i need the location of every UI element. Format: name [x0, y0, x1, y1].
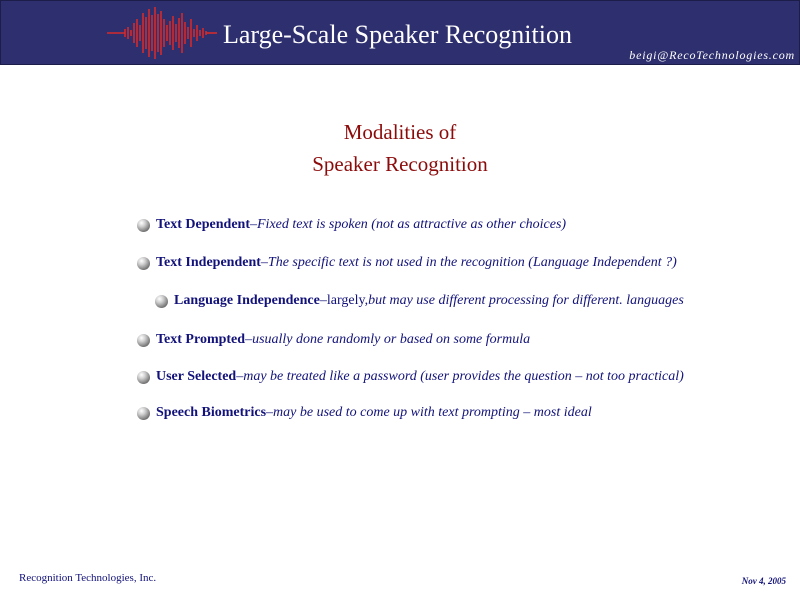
author-email: beigi@RecoTechnologies.com [629, 48, 795, 62]
bullet-separator: – [250, 217, 257, 232]
bullet-term: User Selected [156, 369, 237, 384]
footer-company: Recognition Technologies, Inc. [19, 572, 157, 584]
sub-bullet-item [155, 293, 684, 309]
bullet-item [137, 405, 592, 421]
bullet-separator: – [236, 369, 244, 384]
bullet-term: Text Prompted [156, 332, 246, 347]
bullet-sphere-icon [155, 295, 168, 308]
bullet-item [137, 332, 530, 348]
bullet-description: Fixed text is spoken (not as attractive as other choices) [257, 217, 567, 232]
slide-title-line2: Speaker Recognition [312, 152, 488, 176]
bullet-description: The specific text is not used in the recognition (Language Independent ?) [267, 255, 677, 270]
slide-header [0, 0, 800, 65]
bullet-separator: – [260, 255, 268, 270]
bullet-separator: – [245, 332, 253, 347]
bullet-separator: – [319, 293, 327, 308]
waveform-logo-icon [105, 1, 219, 64]
bullet-description: usually done randomly or based on some formula [252, 332, 531, 347]
bullet-term: Text Dependent [156, 217, 250, 232]
bullet-plain-text: largely, [326, 293, 369, 308]
bullet-term: Speech Biometrics [156, 405, 267, 420]
bullet-sphere-icon [137, 334, 150, 347]
bullet-item [137, 217, 566, 233]
footer-date: Nov 4, 2005 [741, 576, 786, 586]
presentation-title: Large-Scale Speaker Recognition [223, 20, 572, 49]
bullet-sphere-icon [137, 257, 150, 270]
bullet-sphere-icon [137, 407, 150, 420]
bullet-sphere-icon [137, 219, 150, 232]
bullet-item [137, 369, 684, 385]
bullet-sphere-icon [137, 371, 150, 384]
bullet-description: but may use different processing for different. languages [368, 293, 684, 308]
bullet-term: Language Independence [174, 293, 320, 308]
bullet-term: Text Independent [156, 255, 261, 270]
bullet-description: may be treated like a password (user provides the question – not too practical) [243, 369, 684, 384]
slide-title-line1: Modalities of [343, 120, 457, 144]
bullet-item [137, 255, 677, 271]
bullet-description: may be used to come up with text prompting – most ideal [273, 405, 592, 420]
bullet-separator: – [266, 405, 274, 420]
